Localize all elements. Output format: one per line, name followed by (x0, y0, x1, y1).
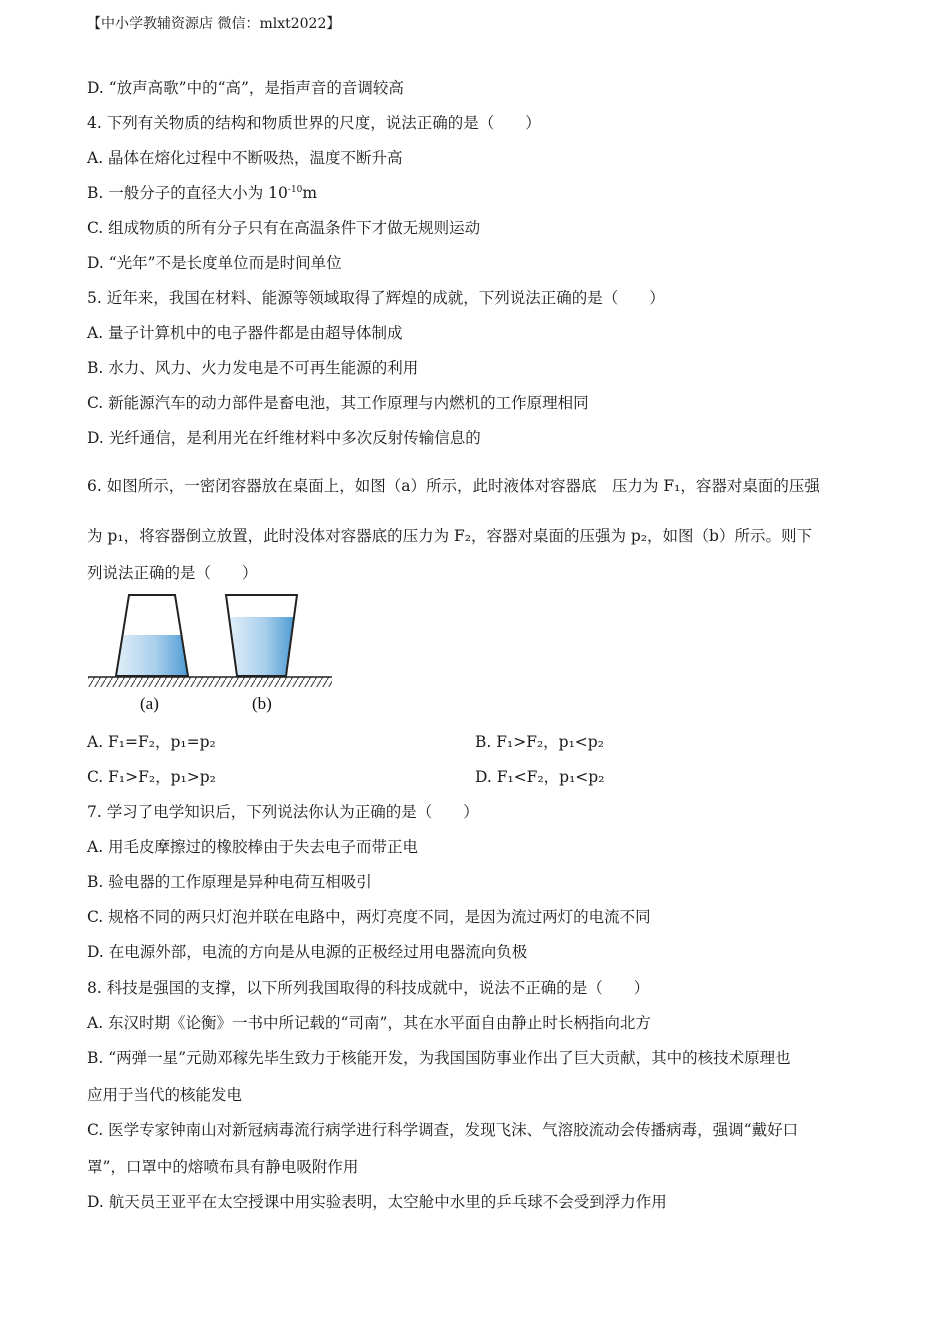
q5-option-a: A. 量子计算机中的电子器件都是由超导体制成 (87, 324, 403, 342)
q7-option-d: D. 在电源外部，电流的方向是从电源的正极经过用电器流向负极 (87, 943, 528, 961)
q6-option-b: B. F₁>F₂，p₁<p₂ (475, 733, 604, 751)
q8-option-b-line2: 应用于当代的核能发电 (87, 1086, 243, 1104)
q6-stem-line3: 列说法正确的是（ ） (87, 564, 258, 582)
q8-option-a: A. 东汉时期《论衡》一书中所记载的“司南”，其在水平面自由静止时长柄指向北方 (87, 1014, 651, 1032)
page-header: 【中小学教辅资源店 微信：mlxt2022】 (87, 16, 341, 32)
q7-stem: 7. 学习了电学知识后，下列说法你认为正确的是（ ） (87, 803, 479, 821)
container-b (226, 595, 297, 676)
q4-option-b-unit: m (302, 184, 318, 202)
q8-stem: 8. 科技是强国的支撑，以下所列我国取得的科技成就中，说法不正确的是（ ） (87, 979, 650, 997)
q6-option-d: D. F₁<F₂，p₁<p₂ (475, 768, 605, 786)
q6-stem-line2: 为 p₁，将容器倒立放置，此时没体对容器底的压力为 F₂，容器对桌面的压强为 p₂，如图（b）所示。则下 (87, 527, 812, 545)
q7-option-b: B. 验电器的工作原理是异种电荷互相吸引 (87, 873, 372, 891)
q8-option-c-line2: 罩”，口罩中的熔喷布具有静电吸附作用 (87, 1158, 359, 1176)
q6-option-a: A. F₁=F₂，p₁=p₂ (87, 733, 216, 751)
container-figure (87, 590, 337, 718)
q7-option-a: A. 用毛皮摩擦过的橡胶棒由于失去电子而带正电 (87, 838, 419, 856)
figure-label-b: (b) (252, 694, 272, 713)
q5-option-d: D. 光纤通信，是利用光在纤维材料中多次反射传输信息的 (87, 429, 481, 447)
q8-option-d: D. 航天员王亚平在太空授课中用实验表明，太空舱中水里的乒乓球不会受到浮力作用 (87, 1193, 667, 1211)
q7-option-c: C. 规格不同的两只灯泡并联在电路中，两灯亮度不同，是因为流过两灯的电流不同 (87, 908, 651, 926)
q4-stem: 4. 下列有关物质的结构和物质世界的尺度，说法正确的是（ ） (87, 114, 541, 132)
container-a (116, 595, 189, 676)
q4-option-b-text: B. 一般分子的直径大小为 10 (87, 184, 288, 202)
q6-stem-line1: 6. 如图所示，一密闭容器放在桌面上，如图（a）所示，此时液体对容器底 压力为 F₁，容器对桌面的压强 (87, 477, 820, 495)
q8-option-c-line1: C. 医学专家钟南山对新冠病毒流行病学进行科学调查，发现飞沫、气溶胶流动会传播病毒，强调“戴好口 (87, 1121, 799, 1139)
q4-option-b (87, 181, 317, 203)
figure-label-a: (a) (140, 694, 159, 713)
q5-option-c: C. 新能源汽车的动力部件是畜电池，其工作原理与内燃机的工作原理相同 (87, 394, 589, 412)
q5-option-b: B. 水力、风力、火力发电是不可再生能源的利用 (87, 359, 419, 377)
table-surface (88, 677, 332, 687)
q8-option-b-line1: B. “两弹一星”元勋邓稼先毕生致力于核能开发，为我国国防事业作出了巨大贡献，其中的核技术原理也 (87, 1049, 791, 1067)
q4-option-b-exponent: -10 (287, 184, 303, 195)
q4-option-c: C. 组成物质的所有分子只有在高温条件下才做无规则运动 (87, 219, 481, 237)
q3-option-d: D. “放声高歌”中的“高”，是指声音的音调较高 (87, 79, 404, 97)
q5-stem: 5. 近年来，我国在材料、能源等领域取得了辉煌的成就，下列说法正确的是（ ） (87, 289, 665, 307)
q6-option-c: C. F₁>F₂，p₁>p₂ (87, 768, 216, 786)
q4-option-a: A. 晶体在熔化过程中不断吸热，温度不断升高 (87, 149, 403, 167)
q4-option-d: D. “光年”不是长度单位而是时间单位 (87, 254, 342, 272)
